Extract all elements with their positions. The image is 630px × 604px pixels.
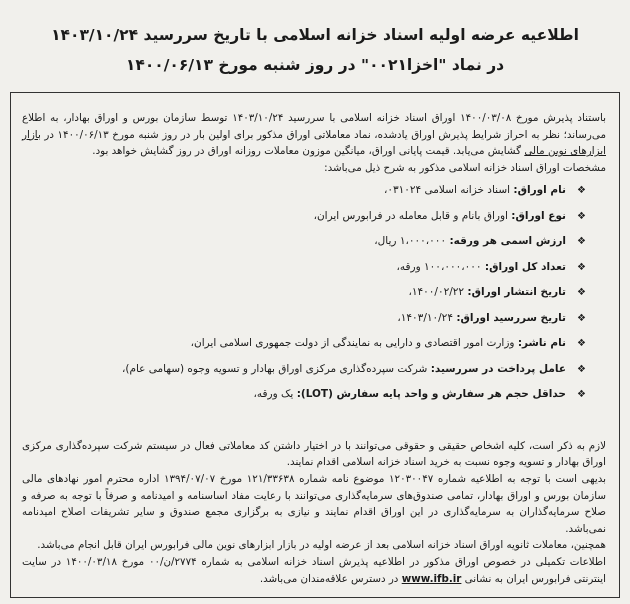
spec-item-label: نوع اوراق: xyxy=(511,209,566,222)
spec-item xyxy=(22,280,586,306)
spec-item-label: تعداد کل اوراق: xyxy=(484,260,566,273)
spec-item-value: ۱۰۰،۰۰۰،۰۰۰ ورقه، xyxy=(396,260,485,273)
spec-item-label: عامل پرداخت در سررسید: xyxy=(430,362,566,375)
spec-item xyxy=(22,255,586,281)
diamond-bullet-icon: ❖ xyxy=(577,287,586,299)
spec-item-value: ۱۴۰۳/۱۰/۲۴، xyxy=(397,311,457,324)
info-text-2: در دسترس علاقه‌مندان می‌باشد. xyxy=(259,572,399,585)
spec-item xyxy=(22,306,586,332)
info-text-1: اطلاعات تکمیلی در خصوص اوراق مذکور در اطلاعیه پذیرش اسناد خزانه اسلامی به شماره ۲۷۷۴/ن/۰۰ مورخ ۱۴۰۰/۰۳/۱۸ در سایت اینترنتی فرابورس ایران به نشانی xyxy=(22,556,606,585)
spec-item-value: اسناد خزانه اسلامی ۰۳۱۰۲۴، xyxy=(383,184,514,197)
spec-item xyxy=(22,357,586,383)
spec-item xyxy=(22,382,586,408)
spec-item-label: ارزش اسمی هر ورقه: xyxy=(449,235,566,248)
spec-item-value: شرکت سپرده‌گذاری مرکزی اوراق بهادار و تسویه وجوه (سهامی عام)، xyxy=(121,362,431,375)
diamond-bullet-icon: ❖ xyxy=(577,389,586,401)
intro-paragraph xyxy=(22,110,606,160)
diamond-bullet-icon: ❖ xyxy=(577,261,586,273)
spec-item-value: اوراق بانام و قابل معامله در فرابورس ایران، xyxy=(313,209,512,222)
paragraph-eligibility: لازم به ذکر است، کلیه اشخاص حقیقی و حقوقی می‌توانند با در اختیار داشتن کد معاملاتی فعال در سیستم شرکت سپرده‌گذاری مرکزی اوراق بهادار و تسویه وجوه نسبت به خرید اسناد خزانه اسلامی اقدام نمایند. xyxy=(22,439,606,469)
spec-item-label: تاریخ انتشار اوراق: xyxy=(467,286,566,299)
spec-item xyxy=(22,178,586,204)
announcement-body xyxy=(22,110,606,596)
spacer xyxy=(22,408,606,438)
paragraph-secondary: همچنین، معاملات ثانویه اوراق اسناد خزانه اسلامی بعد از عرضه اولیه در بازار ابزارهای نوین مالی فرابورس ایران قابل انجام می‌باشد. xyxy=(37,539,606,552)
diamond-bullet-icon: ❖ xyxy=(577,363,586,375)
title-line-1: اطلاعیه عرضه اولیه اسناد خزانه اسلامی با تاریخ سررسید ۱۴۰۳/۱۰/۲۴ xyxy=(51,26,579,44)
intro-text-2: گشایش می‌یابد. قیمت پایانی اوراق، میانگین موزون معاملات روزانه اوراق در روز گشایش خواهد بود. xyxy=(92,145,522,158)
spec-list xyxy=(22,178,606,408)
intro-text-1: باستناد پذیرش مورخ ۱۴۰۰/۰۳/۰۸ اوراق اسناد خزانه اسلامی با سررسید ۱۴۰۳/۱۰/۲۴ توسط سازمان بورس و اوراق بهادار، به اطلاع می‌رساند؛ نظر به احراز شرایط پذیرش اوراق یادشده، نماد معاملاتی اوراق مذکور برای اولین بار در روز شنبه مورخ ۱۴۰۰/۰۶/۱۳ در xyxy=(22,112,606,141)
paragraph-info xyxy=(22,554,606,587)
paragraph-funds: بدیهی است با توجه به اطلاعیه شماره ۱۲۰۳۰۰۴۷ موضوع نامه شماره ۱۲۱/۳۳۶۳۸ مورخ ۱۳۹۴/۰۷/۰۷ اداره محترم امور نهادهای مالی سازمان بورس و اوراق بهادار، تمامی صندوق‌های سرمایه‌گذاری می‌توانند با رعایت مفاد اساسنامه و امیدنامه و صرفاً با توجه به صرفه و صلاح سرمایه‌گذاران به سرمایه‌گذاری در این اوراق اقدام نمایند و نیازی به برگزاری مجمع صندوق و سایر تشریفات اصلاح امیدنامه نمی‌باشد. xyxy=(22,473,606,535)
spec-item-label: حداقل حجم هر سفارش و واحد پایه سفارش (LOT): xyxy=(296,388,566,401)
spec-item-label: نام اوراق: xyxy=(513,184,566,197)
title-line-2: در نماد "اخزا۰۰۲۱" در روز شنبه مورخ ۱۴۰۰/۰۶/۱۳ xyxy=(125,56,505,74)
spec-item xyxy=(22,204,586,230)
spec-item xyxy=(22,229,586,255)
diamond-bullet-icon: ❖ xyxy=(577,236,586,248)
spec-item-value: ۱۴۰۰/۰۲/۲۲، xyxy=(408,286,468,299)
spec-item-label: نام ناشر: xyxy=(517,337,566,350)
spec-item-value: یک ورقه، xyxy=(253,388,297,401)
diamond-bullet-icon: ❖ xyxy=(577,312,586,324)
website-link[interactable]: www.ifb.ir xyxy=(401,572,462,585)
diamond-bullet-icon: ❖ xyxy=(577,210,586,222)
spec-item xyxy=(22,331,586,357)
spec-item-label: تاریخ سررسید اوراق: xyxy=(456,311,566,324)
spec-heading: مشخصات اوراق اسناد خزانه اسلامی مذکور به شرح ذیل می‌باشد: xyxy=(324,161,606,174)
spec-item-value: ۱،۰۰۰،۰۰۰ ریال، xyxy=(374,235,450,248)
spec-item-value: وزارت امور اقتصادی و دارایی به نمایندگی از دولت جمهوری اسلامی ایران، xyxy=(190,337,518,350)
market-link[interactable]: بازار ابزارهای نوین مالی xyxy=(22,128,606,158)
diamond-bullet-icon: ❖ xyxy=(577,185,586,197)
diamond-bullet-icon: ❖ xyxy=(577,338,586,350)
